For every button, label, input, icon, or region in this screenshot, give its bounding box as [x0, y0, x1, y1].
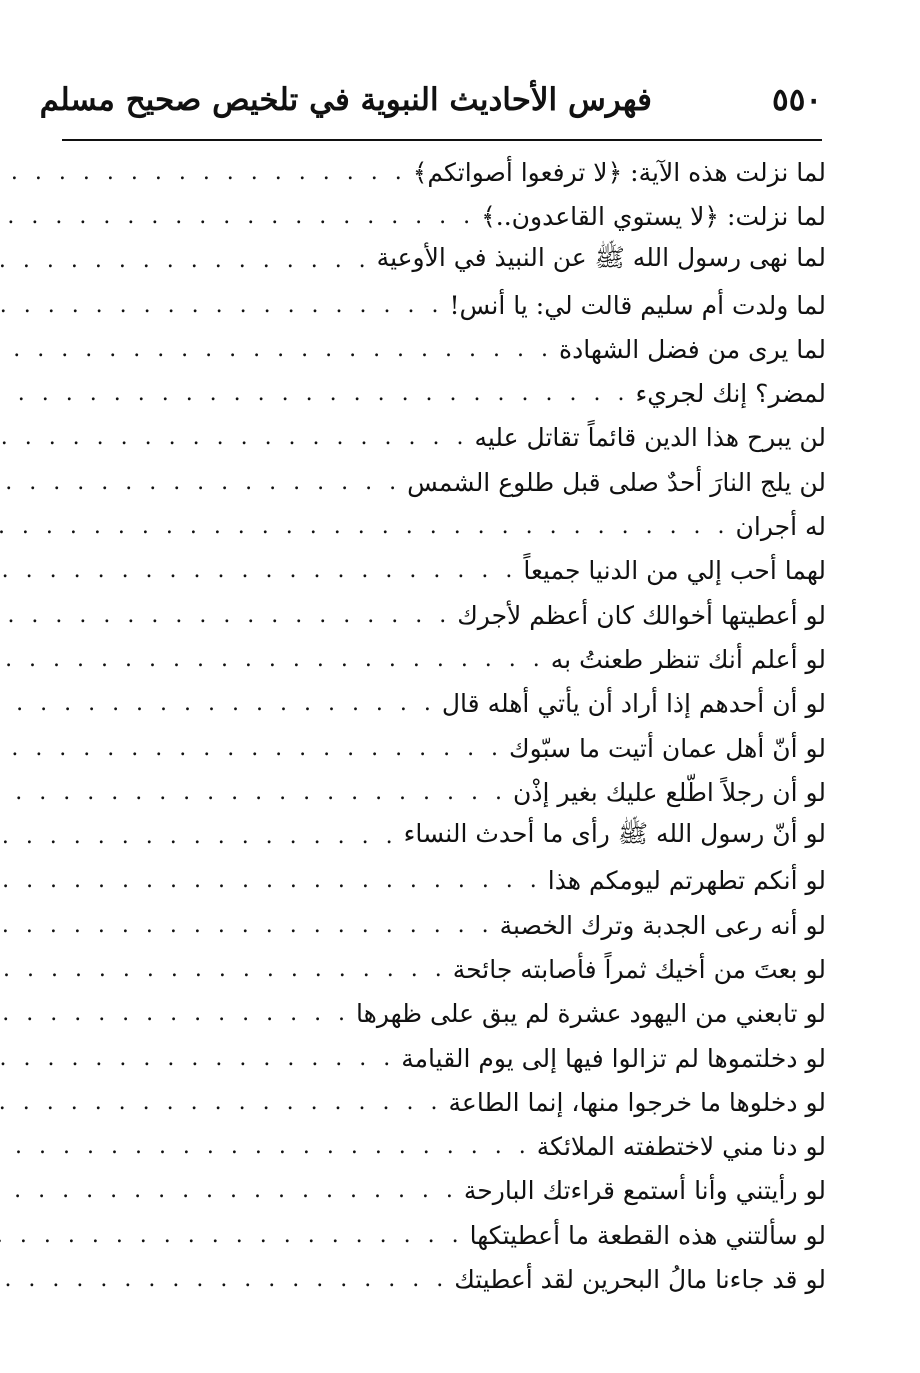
index-entry: [50, 194, 826, 238]
index-entry: [50, 504, 826, 548]
hadith-opening-text: لو أنّ أهل عمان أتيت ما سبّوك: [509, 733, 826, 763]
hadith-opening-text: لو أنكم تطهرتم ليومكم هذا: [547, 866, 826, 896]
index-entry: [50, 992, 826, 1036]
hadith-opening-text: لما ولدت أم سليم قالت لي: يا أنس!: [449, 290, 826, 320]
dot-leader: [0, 1178, 458, 1203]
hadith-opening-text: لو دخلوها ما خرجوا منها، إنما الطاعة: [448, 1087, 826, 1117]
dot-leader: [0, 647, 545, 672]
index-entry: [50, 1036, 826, 1080]
hadith-opening-text: لو أن أحدهم إذا أراد أن يأتي أهله قال: [441, 689, 826, 719]
dot-leader: [0, 204, 475, 229]
dot-leader: [0, 293, 443, 318]
dot-leader: [0, 824, 398, 849]
dot-leader: [0, 1046, 395, 1071]
dot-leader: [0, 603, 451, 628]
index-entry: [50, 327, 826, 371]
hadith-opening-text: لمضر؟ إنك لجريء: [635, 379, 826, 409]
dot-leader: [0, 558, 517, 583]
hadith-opening-text: لو سألتني هذه القطعة ما أعطيتكها: [469, 1220, 826, 1250]
index-entry: [50, 1080, 826, 1124]
index-entry: [50, 460, 826, 504]
index-entry: [50, 726, 826, 770]
hadith-opening-text: لو دنا مني لاختطفته الملائكة: [536, 1132, 826, 1162]
hadith-opening-text: لو أعطيتها أخوالك كان أعظم لأجرك: [457, 600, 826, 630]
dot-leader: [0, 248, 371, 273]
hadith-opening-text: لو أنّ رسول الله ﷺ رأى ما أحدث النساء: [403, 819, 826, 849]
index-entry: [50, 1257, 826, 1301]
dot-leader: [0, 1267, 448, 1292]
dot-leader: [0, 160, 407, 185]
dot-leader: [0, 1223, 464, 1248]
header-rule: [62, 139, 822, 141]
index-entry: [50, 770, 826, 814]
hadith-index-list: [50, 150, 826, 1302]
dot-leader: [0, 868, 542, 893]
hadith-opening-text: لن يلج النارَ أحدٌ صلى قبل طلوع الشمس: [407, 467, 826, 497]
dot-leader: [0, 1001, 350, 1026]
hadith-opening-text: لو بعتَ من أخيك ثمراً فأصابته جائحة: [452, 954, 826, 984]
index-entry: [50, 1169, 826, 1213]
index-entry: [50, 1213, 826, 1257]
index-entry: [50, 593, 826, 637]
dot-leader: [0, 470, 401, 495]
dot-leader: [0, 514, 730, 539]
index-entry: [50, 814, 826, 858]
hadith-opening-text: لو أعلم أنك تنظر طعنتُ به: [550, 644, 826, 674]
hadith-opening-text: لما نهى رسول الله ﷺ عن النبيذ في الأوعية: [376, 243, 826, 273]
page-title: فهرس الأحاديث النبوية في تلخيص صحيح مسلم: [39, 82, 652, 118]
hadith-opening-text: لما نزلت هذه الآية: ﴿لا ترفعوا أصواتكم﴾: [412, 157, 826, 187]
hadith-opening-text: لو أنه رعى الجدبة وترك الخصبة: [499, 910, 826, 940]
hadith-opening-text: لما نزلت: ﴿لا يستوي القاعدون..﴾: [481, 201, 826, 231]
dot-leader: [0, 913, 494, 938]
dot-leader: [0, 691, 436, 716]
hadith-opening-text: لو دخلتموها لم تزالوا فيها إلى يوم القيامة: [401, 1043, 826, 1073]
index-entry: [50, 371, 826, 415]
hadith-opening-text: لن يبرح هذا الدين قائماً تقاتل عليه: [474, 423, 826, 453]
index-entry: [50, 903, 826, 947]
dot-leader: [0, 1090, 443, 1115]
hadith-opening-text: لو قد جاءنا مالُ البحرين لقد أعطيتك: [454, 1265, 826, 1295]
dot-leader: [0, 381, 629, 406]
index-entry: [50, 859, 826, 903]
page-header: [39, 78, 822, 134]
hadith-opening-text: له أجران: [735, 512, 826, 542]
dot-leader: [0, 736, 503, 761]
index-entry: [50, 682, 826, 726]
dot-leader: [0, 337, 553, 362]
hadith-opening-text: لهما أحب إلي من الدنيا جميعاً: [523, 556, 826, 586]
dot-leader: [0, 957, 447, 982]
dot-leader: [0, 1134, 531, 1159]
index-entry: [50, 947, 826, 991]
page-number: ٥٥٠: [772, 82, 822, 118]
hadith-opening-text: لو أن رجلاً اطّلع عليك بغير إذْن: [513, 777, 826, 807]
index-entry: [50, 239, 826, 283]
dot-leader: [0, 425, 468, 450]
index-entry: [50, 549, 826, 593]
index-entry: [50, 150, 826, 194]
hadith-opening-text: لما يرى من فضل الشهادة: [558, 334, 826, 364]
dot-leader: [0, 780, 507, 805]
index-entry: [50, 283, 826, 327]
hadith-opening-text: لو رأيتني وأنا أستمع قراءتك البارحة: [463, 1176, 826, 1206]
hadith-opening-text: لو تابعني من اليهود عشرة لم يبق على ظهرها: [356, 999, 826, 1029]
index-entry: [50, 637, 826, 681]
index-entry: [50, 416, 826, 460]
index-entry: [50, 1125, 826, 1169]
